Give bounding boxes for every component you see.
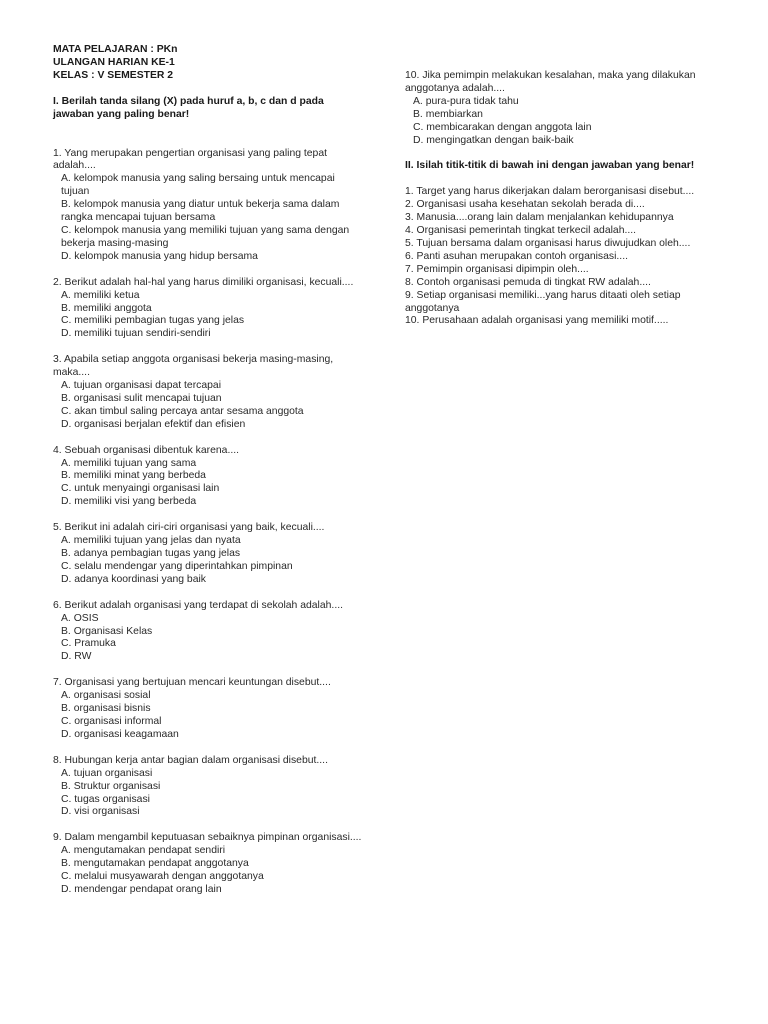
option-d: D. memiliki tujuan sendiri-sendiri	[61, 328, 211, 340]
option-a: A. memiliki tujuan yang jelas dan nyata	[61, 535, 241, 547]
option-b: B. memiliki anggota	[61, 302, 152, 314]
option-d: D. visi organisasi	[61, 806, 140, 818]
option-c: C. organisasi informal	[61, 715, 162, 727]
option-b: B. organisasi sulit mencapai tujuan	[61, 392, 222, 404]
right-column	[405, 70, 717, 328]
option-d: D. organisasi berjalan efektif dan efisien	[61, 418, 246, 430]
option-a: A. tujuan organisasi dapat tercapai	[61, 380, 222, 392]
question-text: 7. Organisasi yang bertujuan mencari keuntungan disebut....	[53, 677, 331, 689]
section2-instruction: II. Isilah titik-titik di bawah ini dengan jawaban yang benar!	[405, 160, 695, 172]
option-b: B. Struktur organisasi	[61, 780, 161, 792]
question-4	[53, 445, 365, 510]
option-b: B. mengutamakan pendapat anggotanya	[61, 858, 249, 870]
option-c: C. memiliki pembagian tugas yang jelas	[61, 315, 245, 327]
option-b: B. kelompok manusia yang diatur untuk bekerja sama dalam rangka mencapai tujuan bersama	[61, 199, 340, 224]
question-6	[53, 600, 365, 665]
question-10	[405, 70, 717, 147]
question-1	[53, 148, 365, 264]
question-text: 9. Dalam mengambil keputuasan sebaiknya pimpinan organisasi....	[53, 832, 362, 844]
fill-in-list	[405, 186, 717, 328]
fill-item-2: 2. Organisasi usaha kesehatan sekolah berada di....	[405, 199, 645, 211]
option-d: D. kelompok manusia yang hidup bersama	[61, 250, 258, 262]
option-c: C. melalui musyawarah dengan anggotanya	[61, 871, 264, 883]
question-7	[53, 677, 365, 742]
question-text: 8. Hubungan kerja antar bagian dalam organisasi disebut....	[53, 754, 328, 766]
option-b: B. Organisasi Kelas	[61, 625, 153, 637]
exam-label: ULANGAN HARIAN KE-1	[53, 56, 175, 68]
option-d: D. mendengar pendapat orang lain	[61, 883, 222, 895]
option-a: A. pura-pura tidak tahu	[413, 95, 519, 107]
question-text: 4. Sebuah organisasi dibentuk karena....	[53, 444, 240, 456]
fill-item-5: 5. Tujuan bersama dalam organisasi harus diwujudkan oleh....	[405, 237, 691, 249]
option-b: B. memiliki minat yang berbeda	[61, 470, 206, 482]
option-a: A. tujuan organisasi	[61, 767, 153, 779]
option-c: C. selalu mendengar yang diperintahkan pimpinan	[61, 560, 293, 572]
option-c: C. akan timbul saling percaya antar sesama anggota	[61, 405, 304, 417]
question-text: 10. Jika pemimpin melakukan kesalahan, maka yang dilakukan anggotanya adalah....	[405, 70, 696, 94]
fill-item-7: 7. Pemimpin organisasi dipimpin oleh....	[405, 263, 589, 275]
option-a: A. OSIS	[61, 612, 99, 624]
option-b: B. adanya pembagian tugas yang jelas	[61, 548, 241, 559]
option-a: A. memiliki ketua	[61, 289, 140, 301]
fill-item-9: 9. Setiap organisasi memiliki...yang harus ditaati oleh setiap anggotanya	[405, 289, 681, 314]
fill-item-4: 4. Organisasi pemerintah tingkat terkecil adalah....	[405, 225, 637, 237]
left-column	[53, 44, 365, 897]
fill-item-6: 6. Panti asuhan merupakan contoh organisasi....	[405, 250, 628, 262]
option-a: A. organisasi sosial	[61, 690, 151, 702]
question-text: 3. Apabila setiap anggota organisasi bekerja masing-masing, maka....	[53, 354, 334, 379]
option-d: D. mengingatkan dengan baik-baik	[413, 134, 574, 146]
question-8	[53, 755, 365, 820]
option-c: C. Pramuka	[61, 638, 116, 650]
question-text: 2. Berikut adalah hal-hal yang harus dimiliki organisasi, kecuali....	[53, 276, 354, 288]
option-d: D. adanya koordinasi yang baik	[61, 573, 206, 585]
question-9	[53, 832, 365, 897]
option-a: A. memiliki tujuan yang sama	[61, 457, 197, 469]
class-label: KELAS : V SEMESTER 2	[53, 69, 174, 81]
question-2	[53, 277, 365, 342]
question-3	[53, 354, 365, 431]
subject-label: MATA PELAJARAN : PKn	[53, 44, 178, 55]
option-d: D. RW	[61, 651, 92, 663]
option-d: D. organisasi keagamaan	[61, 728, 179, 740]
section1-instruction: I. Berilah tanda silang (X) pada huruf a, b, c dan d pada jawaban yang paling benar!	[53, 95, 324, 120]
question-text: 1. Yang merupakan pengertian organisasi yang paling tepat adalah....	[53, 147, 328, 172]
fill-item-10: 10. Perusahaan adalah organisasi yang memiliki motif.....	[405, 315, 669, 327]
option-c: C. membicarakan dengan anggota lain	[413, 121, 592, 133]
option-b: B. organisasi bisnis	[61, 703, 151, 715]
fill-item-8: 8. Contoh organisasi pemuda di tingkat RW adalah....	[405, 276, 651, 288]
option-a: A. kelompok manusia yang saling bersaing untuk mencapai tujuan	[61, 173, 335, 198]
question-5	[53, 522, 365, 587]
question-text: 5. Berikut ini adalah ciri-ciri organisasi yang baik, kecuali....	[53, 522, 325, 534]
fill-item-3: 3. Manusia....orang lain dalam menjalankan kehidupannya	[405, 212, 674, 224]
option-b: B. membiarkan	[413, 108, 483, 120]
option-c: C. tugas organisasi	[61, 793, 150, 805]
question-text: 6. Berikut adalah organisasi yang terdapat di sekolah adalah....	[53, 599, 343, 611]
option-d: D. memiliki visi yang berbeda	[61, 496, 197, 508]
option-c: C. untuk menyaingi organisasi lain	[61, 483, 220, 495]
option-c: C. kelompok manusia yang memiliki tujuan yang sama dengan bekerja masing-masing	[61, 224, 350, 249]
fill-item-1: 1. Target yang harus dikerjakan dalam berorganisasi disebut....	[405, 186, 695, 198]
option-a: A. mengutamakan pendapat sendiri	[61, 845, 226, 857]
